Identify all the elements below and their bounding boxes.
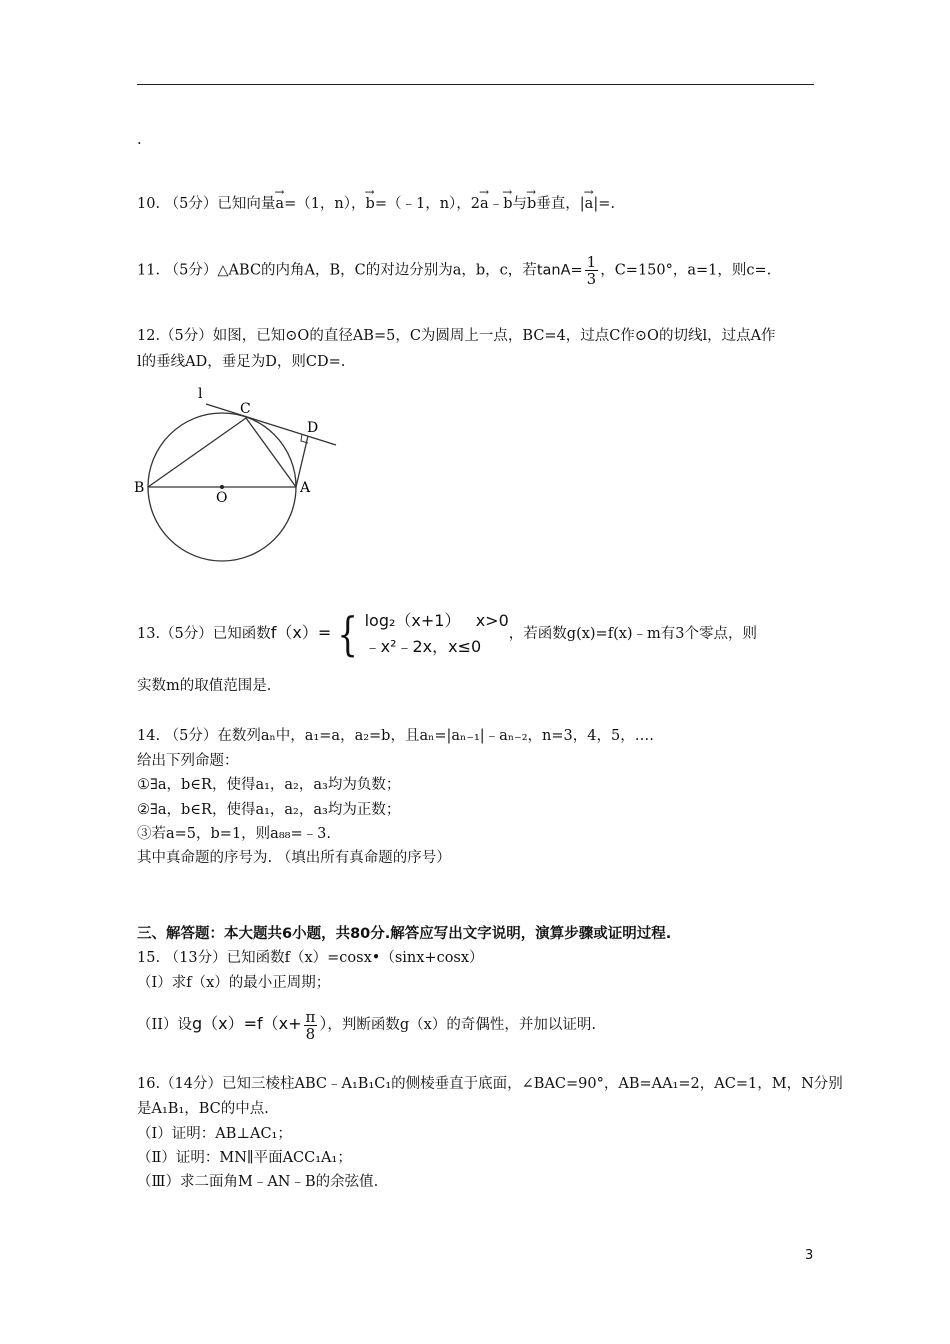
question-13-line2: 实数m的取值范围是.: [137, 678, 272, 694]
question-14-line1: 14. （5分）在数列aₙ中，a₁=a，a₂=b，且aₙ=|aₙ₋₁|﹣aₙ₋₂，n=3，4，5，….: [137, 728, 654, 744]
piecewise-brace: {: [337, 607, 359, 661]
vector-a: → a: [275, 190, 284, 214]
fraction-pi-over-8: $\frac{\pi}{8}$: [305, 1007, 316, 1043]
question-16-line2: 是A₁B₁，BC的中点.: [137, 1101, 269, 1117]
label-a: A: [300, 480, 311, 496]
question-16-line3: （Ⅰ）证明：AB⊥AC₁；: [137, 1126, 292, 1142]
label-l: l: [198, 386, 203, 402]
label-d: D: [307, 420, 319, 436]
piecewise-cases: log₂（x+1） x>0 ﹣x²﹣2x，x≤0: [364, 611, 509, 656]
question-16-line1: 16.（14分）已知三棱柱ABC﹣A₁B₁C₁的侧棱垂直于底面，∠BAC=90°，AB=AA₁=2，AC=1，M，N分别: [137, 1076, 843, 1092]
question-14-line3: ①∃a，b∈R，使得a₁，a₂，a₃均为负数；: [137, 777, 401, 793]
chord-bc: [148, 418, 246, 487]
label-o: O: [216, 490, 228, 506]
vector-b: → b: [366, 190, 375, 214]
section-3-heading: 三、解答题：本大题共6小题，共80分.解答应写出文字说明，演算步骤或证明过程.: [137, 926, 672, 942]
question-16-line4: （Ⅱ）证明：MN∥平面ACC₁A₁；: [137, 1150, 352, 1166]
page-number: 3: [805, 1248, 814, 1263]
question-13-line1: 13.（5分）已知函数f（x）= { log₂（x+1） x>0 ﹣x²﹣2x，x≤0 ，若函数g(x)=f(x)﹣m有3个零点，则: [137, 607, 758, 661]
question-16-line5: （Ⅲ）求二面角M﹣AN﹣B的余弦值.: [137, 1174, 379, 1190]
question-14-line2: 给出下列命题：: [137, 753, 239, 769]
question-15-line2: （I）求f（x）的最小正周期；: [137, 975, 331, 991]
question-15-line1: 15. （13分）已知函数f（x）=cosx•（sinx+cosx）: [137, 950, 484, 966]
center-point: [220, 485, 224, 489]
question-14-line4: ②∃a，b∈R，使得a₁，a₂，a₃均为正数；: [137, 802, 401, 818]
question-14-line6: 其中真命题的序号为. （填出所有真命题的序号）: [137, 850, 451, 866]
question-12-line1: 12.（5分）如图，已知⊙O的直径AB=5，C为圆周上一点，BC=4，过点C作⊙O的切线l，过点A作: [137, 328, 776, 344]
question-14-line5: ③若a=5，b=1，则a₈₈=﹣3.: [137, 826, 331, 842]
question-15-line3: （II）设g（x）=f（x+ $\frac{\pi}{8}$ ），判断函数g（x）的奇偶性，并加以证明.: [137, 1007, 596, 1043]
question-11: 11. （5分）△ABC的内角A，B，C的对边分别为a，b，c，若tanA= $\frac{1}{3}$ ，C=150°，a=1，则c=.: [137, 253, 772, 288]
chord-ca: [246, 418, 296, 487]
question-10: 10. （5分）已知向量→ a=（1，n），→ b=（﹣1，n），2→ a﹣→ b与→ b垂直，|→ a|=.: [137, 190, 615, 214]
stray-dot: .: [137, 132, 142, 148]
label-c: C: [240, 401, 251, 417]
label-b: B: [134, 480, 145, 496]
fraction-one-third: $\frac{1}{3}$: [586, 253, 597, 288]
header-rule: [137, 84, 814, 85]
question-12-line2: l的垂线AD，垂足为D，则CD=.: [137, 354, 346, 370]
circle-tangent-figure: [130, 380, 350, 570]
